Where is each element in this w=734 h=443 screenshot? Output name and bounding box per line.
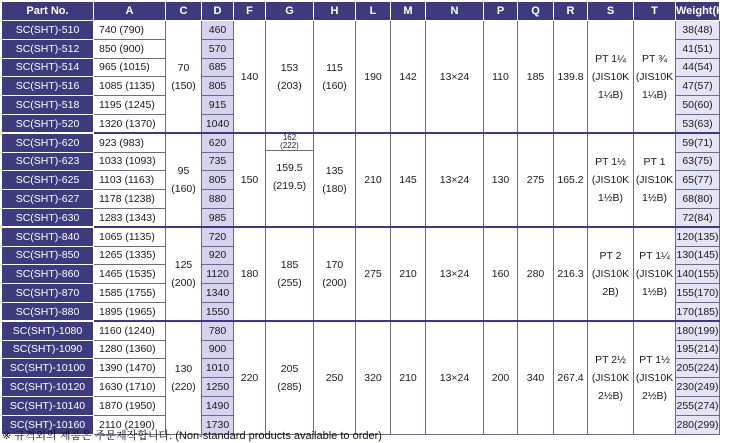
part-number-cell: SC(SHT)-518 xyxy=(2,96,94,115)
weight-cell: 44(54) xyxy=(676,58,720,77)
dim-a-cell: 1033 (1093) xyxy=(94,152,166,171)
dim-t-cell-line: (JIS10K xyxy=(635,174,674,187)
dim-g-cell-line: 185 xyxy=(280,259,299,272)
dim-t-cell-line: PT 1¼ xyxy=(639,250,670,263)
dim-c-cell-line: 95 xyxy=(177,165,190,178)
dim-a-cell: 923 (983) xyxy=(94,133,166,152)
dim-a-cell: 1283 (1343) xyxy=(94,208,166,227)
dim-g-cell-line: 159.5 xyxy=(276,162,303,175)
weight-cell: 195(214) xyxy=(676,340,720,359)
dim-d-cell: 460 xyxy=(202,21,234,40)
dim-d-cell: 915 xyxy=(202,96,234,115)
dim-d-cell: 1490 xyxy=(202,396,234,415)
table-row xyxy=(2,321,720,340)
part-number-cell: SC(SHT)-623 xyxy=(2,152,94,171)
part-number-cell: SC(SHT)-520 xyxy=(2,114,94,133)
dim-s-cell-line: PT 1½ xyxy=(595,156,626,169)
dim-c-cell xyxy=(166,21,202,134)
dim-s-cell-line: 2½B) xyxy=(597,389,624,402)
dim-t-cell-line: PT 1½ xyxy=(639,353,670,366)
part-number-cell: SC(SHT)-516 xyxy=(2,77,94,96)
weight-cell: 120(135) xyxy=(676,227,720,246)
dim-s-cell-line: 2B) xyxy=(602,286,619,299)
dim-c-cell-line: 130 xyxy=(174,362,193,375)
dim-c-cell-line: (200) xyxy=(171,277,196,290)
dim-d-cell: 805 xyxy=(202,171,234,190)
dim-q-cell: 280 xyxy=(518,227,554,321)
part-number-cell: SC(SHT)-850 xyxy=(2,246,94,265)
header-row xyxy=(2,2,720,21)
header-part-no: Part No. xyxy=(2,2,94,21)
part-number-cell: SC(SHT)-627 xyxy=(2,190,94,209)
dim-a-cell: 1280 (1360) xyxy=(94,340,166,359)
dim-s-cell-line: 1¼B) xyxy=(597,88,624,101)
dim-s-cell xyxy=(588,227,634,321)
weight-cell: 41(51) xyxy=(676,39,720,58)
dim-l-cell: 210 xyxy=(356,133,391,227)
dim-a-cell: 1178 (1238) xyxy=(94,190,166,209)
dim-a-cell: 1065 (1135) xyxy=(94,227,166,246)
dim-t-cell-line: 1¼B) xyxy=(641,88,668,101)
part-number-cell: SC(SHT)-860 xyxy=(2,265,94,284)
dim-h-cell-line: (160) xyxy=(322,79,347,92)
part-number-cell: SC(SHT)-10100 xyxy=(2,359,94,378)
dim-c-cell xyxy=(166,133,202,227)
weight-cell: 155(170) xyxy=(676,284,720,303)
dim-t-cell xyxy=(634,321,676,434)
weight-cell: 280(299) xyxy=(676,415,720,434)
dim-t-cell-line: PT ¾ xyxy=(642,52,667,65)
dim-g-cell-line: (285) xyxy=(277,380,302,393)
header-c: C xyxy=(166,2,202,21)
dim-a-cell: 1265 (1335) xyxy=(94,246,166,265)
dim-m-cell: 145 xyxy=(391,133,426,227)
dim-s-cell-line: (JIS10K xyxy=(591,70,630,83)
dim-c-cell-line: (160) xyxy=(171,183,196,196)
dim-s-cell-line: PT 2 xyxy=(599,250,622,263)
dim-d-cell: 720 xyxy=(202,227,234,246)
dim-s-cell-line: 1½B) xyxy=(597,192,624,205)
dim-s-cell-line: PT 2½ xyxy=(595,353,626,366)
dim-h-cell-line: 250 xyxy=(325,371,344,384)
header-f: F xyxy=(234,2,266,21)
dim-h-cell-line: 115 xyxy=(326,61,343,74)
dim-a-cell: 1085 (1135) xyxy=(94,77,166,96)
dim-p-cell: 200 xyxy=(484,321,518,434)
weight-cell: 230(249) xyxy=(676,378,720,397)
weight-cell: 63(75) xyxy=(676,152,720,171)
dim-t-cell-line: 1½B) xyxy=(641,286,668,299)
dim-h-cell-line: (200) xyxy=(322,277,347,290)
part-number-cell: SC(SHT)-510 xyxy=(2,21,94,40)
dim-s-cell-line: (JIS10K xyxy=(591,268,630,281)
dim-d-cell: 1550 xyxy=(202,302,234,321)
dim-d-cell: 685 xyxy=(202,58,234,77)
dim-h-cell xyxy=(314,21,356,134)
dim-p-cell: 110 xyxy=(484,21,518,134)
header-a: A xyxy=(94,2,166,21)
table-row xyxy=(2,21,720,40)
header-m: M xyxy=(391,2,426,21)
dim-m-cell: 210 xyxy=(391,321,426,434)
dim-a-cell: 1103 (1163) xyxy=(94,171,166,190)
weight-cell: 180(199) xyxy=(676,321,720,340)
weight-cell: 65(77) xyxy=(676,171,720,190)
dim-r-cell: 139.8 xyxy=(554,21,588,134)
part-number-cell: SC(SHT)-514 xyxy=(2,58,94,77)
part-number-cell: SC(SHT)-625 xyxy=(2,171,94,190)
weight-cell: 255(274) xyxy=(676,396,720,415)
dim-a-cell: 740 (790) xyxy=(94,21,166,40)
dim-d-cell: 1040 xyxy=(202,114,234,133)
part-number-cell: SC(SHT)-512 xyxy=(2,39,94,58)
dim-h-cell-line: (180) xyxy=(322,183,347,196)
dim-d-cell: 1120 xyxy=(202,265,234,284)
dim-s-cell-line: PT 1¼ xyxy=(595,52,626,65)
dim-m-cell: 210 xyxy=(391,227,426,321)
dim-s-cell xyxy=(588,321,634,434)
dim-n-cell: 13×24 xyxy=(426,321,484,434)
weight-cell: 53(63) xyxy=(676,114,720,133)
dim-a-cell: 1160 (1240) xyxy=(94,321,166,340)
dim-t-cell xyxy=(634,227,676,321)
part-number-cell: SC(SHT)-840 xyxy=(2,227,94,246)
dim-a-cell: 1870 (1950) xyxy=(94,396,166,415)
dim-g-cell-line: (203) xyxy=(277,79,302,92)
part-number-cell: SC(SHT)-1090 xyxy=(2,340,94,359)
dim-g-cell-line: 153 xyxy=(280,61,299,74)
dim-a-cell: 1390 (1470) xyxy=(94,359,166,378)
header-s: S xyxy=(588,2,634,21)
dim-a-cell: 965 (1015) xyxy=(94,58,166,77)
dim-g-cell xyxy=(266,321,314,434)
weight-cell: 140(155) xyxy=(676,265,720,284)
dim-t-cell-line: (JIS10K xyxy=(635,268,674,281)
header-t: T xyxy=(634,2,676,21)
dim-d-cell: 900 xyxy=(202,340,234,359)
dim-h-cell-line: 170 xyxy=(325,259,344,272)
weight-cell: 170(185) xyxy=(676,302,720,321)
dim-c-cell-line: (150) xyxy=(171,79,196,92)
dim-g-cell-line: (219.5) xyxy=(272,180,307,193)
dim-d-cell: 1340 xyxy=(202,284,234,303)
dim-d-cell: 620 xyxy=(202,133,234,152)
dim-c-cell xyxy=(166,227,202,321)
dim-h-cell-line: 135 xyxy=(325,165,344,178)
dim-g-note-line: (222) xyxy=(280,141,299,151)
weight-cell: 205(224) xyxy=(676,359,720,378)
dim-h-cell xyxy=(314,321,356,434)
dim-s-cell-line: (JIS10K xyxy=(591,174,630,187)
table-row xyxy=(2,227,720,246)
dim-s-cell xyxy=(588,133,634,227)
dim-q-cell: 185 xyxy=(518,21,554,134)
dim-f-cell: 140 xyxy=(234,21,266,134)
dim-d-cell: 570 xyxy=(202,39,234,58)
spec-table xyxy=(1,1,734,435)
dim-n-cell: 13×24 xyxy=(426,21,484,134)
header-n: N xyxy=(426,2,484,21)
dim-t-cell xyxy=(634,133,676,227)
dim-g-cell-line: 205 xyxy=(280,362,299,375)
part-number-cell: SC(SHT)-620 xyxy=(2,133,94,152)
dim-d-cell: 920 xyxy=(202,246,234,265)
dim-a-cell: 850 (900) xyxy=(94,39,166,58)
weight-cell: 38(48) xyxy=(676,21,720,40)
dim-d-cell: 1250 xyxy=(202,378,234,397)
part-number-cell: SC(SHT)-10160 xyxy=(2,415,94,434)
header-q: Q xyxy=(518,2,554,21)
dim-l-cell: 275 xyxy=(356,227,391,321)
dim-g-cell-line: (255) xyxy=(277,277,302,290)
dim-l-cell: 190 xyxy=(356,21,391,134)
dim-f-cell: 220 xyxy=(234,321,266,434)
header-l: L xyxy=(356,2,391,21)
dim-d-cell: 735 xyxy=(202,152,234,171)
header-h: H xyxy=(314,2,356,21)
footnote: ※ 규격외의 제품은 주문제작합니다. (Non-standard products available to order) xyxy=(2,430,382,442)
part-number-cell: SC(SHT)-10120 xyxy=(2,378,94,397)
dim-g-note-line: 162 xyxy=(282,133,297,143)
dim-a-cell: 1195 (1245) xyxy=(94,96,166,115)
part-number-cell: SC(SHT)-10140 xyxy=(2,396,94,415)
dim-d-cell: 805 xyxy=(202,77,234,96)
dim-a-cell: 1585 (1755) xyxy=(94,284,166,303)
dim-f-cell: 180 xyxy=(234,227,266,321)
dim-h-cell xyxy=(314,133,356,227)
header-r: R xyxy=(554,2,588,21)
dim-m-cell: 142 xyxy=(391,21,426,134)
dim-t-cell-line: (JIS10K xyxy=(635,371,674,384)
dim-c-cell-line: 70 xyxy=(177,61,190,74)
dim-s-cell-line: (JIS10K xyxy=(591,371,630,384)
weight-cell: 50(60) xyxy=(676,96,720,115)
dim-d-cell: 880 xyxy=(202,190,234,209)
dim-q-cell: 340 xyxy=(518,321,554,434)
dim-d-cell: 985 xyxy=(202,208,234,227)
dim-t-cell-line: PT 1 xyxy=(643,156,666,169)
part-number-cell: SC(SHT)-1080 xyxy=(2,321,94,340)
dim-n-cell: 13×24 xyxy=(426,133,484,227)
dim-g-cell xyxy=(266,133,314,227)
dim-d-cell: 780 xyxy=(202,321,234,340)
weight-cell: 68(80) xyxy=(676,190,720,209)
dim-d-cell: 1730 xyxy=(202,415,234,434)
header-weight: Weight(Kg) xyxy=(676,2,720,21)
dim-a-cell: 1630 (1710) xyxy=(94,378,166,397)
weight-cell: 72(84) xyxy=(676,208,720,227)
header-g: G xyxy=(266,2,314,21)
dim-r-cell: 267.4 xyxy=(554,321,588,434)
dim-c-cell-line: (220) xyxy=(171,380,196,393)
dim-t-cell xyxy=(634,21,676,134)
dim-h-cell xyxy=(314,227,356,321)
dim-t-cell-line: (JIS10K xyxy=(635,70,674,83)
header-d: D xyxy=(202,2,234,21)
dim-r-cell: 165.2 xyxy=(554,133,588,227)
dim-q-cell: 275 xyxy=(518,133,554,227)
dim-s-cell xyxy=(588,21,634,134)
dim-r-cell: 216.3 xyxy=(554,227,588,321)
dim-p-cell: 130 xyxy=(484,133,518,227)
dim-t-cell-line: 1½B) xyxy=(641,192,668,205)
dim-c-cell-line: 125 xyxy=(174,259,193,272)
dim-n-cell: 13×24 xyxy=(426,227,484,321)
table-body xyxy=(2,21,720,435)
dim-t-cell-line: 2½B) xyxy=(641,389,668,402)
dim-a-cell: 1465 (1535) xyxy=(94,265,166,284)
dim-f-cell: 150 xyxy=(234,133,266,227)
weight-cell: 59(71) xyxy=(676,133,720,152)
dim-p-cell: 160 xyxy=(484,227,518,321)
dim-d-cell: 1010 xyxy=(202,359,234,378)
weight-cell: 130(145) xyxy=(676,246,720,265)
part-number-cell: SC(SHT)-630 xyxy=(2,208,94,227)
dim-a-cell: 2110 (2190) xyxy=(94,415,166,434)
dim-a-cell: 1895 (1965) xyxy=(94,302,166,321)
dim-a-cell: 1320 (1370) xyxy=(94,114,166,133)
table-row xyxy=(2,133,720,152)
weight-cell: 47(57) xyxy=(676,77,720,96)
part-number-cell: SC(SHT)-880 xyxy=(2,302,94,321)
dim-g-cell xyxy=(266,227,314,321)
dim-g-cell xyxy=(266,21,314,134)
dim-c-cell xyxy=(166,321,202,434)
part-number-cell: SC(SHT)-870 xyxy=(2,284,94,303)
dim-l-cell: 320 xyxy=(356,321,391,434)
dim-g-note xyxy=(266,134,313,151)
header-p: P xyxy=(484,2,518,21)
